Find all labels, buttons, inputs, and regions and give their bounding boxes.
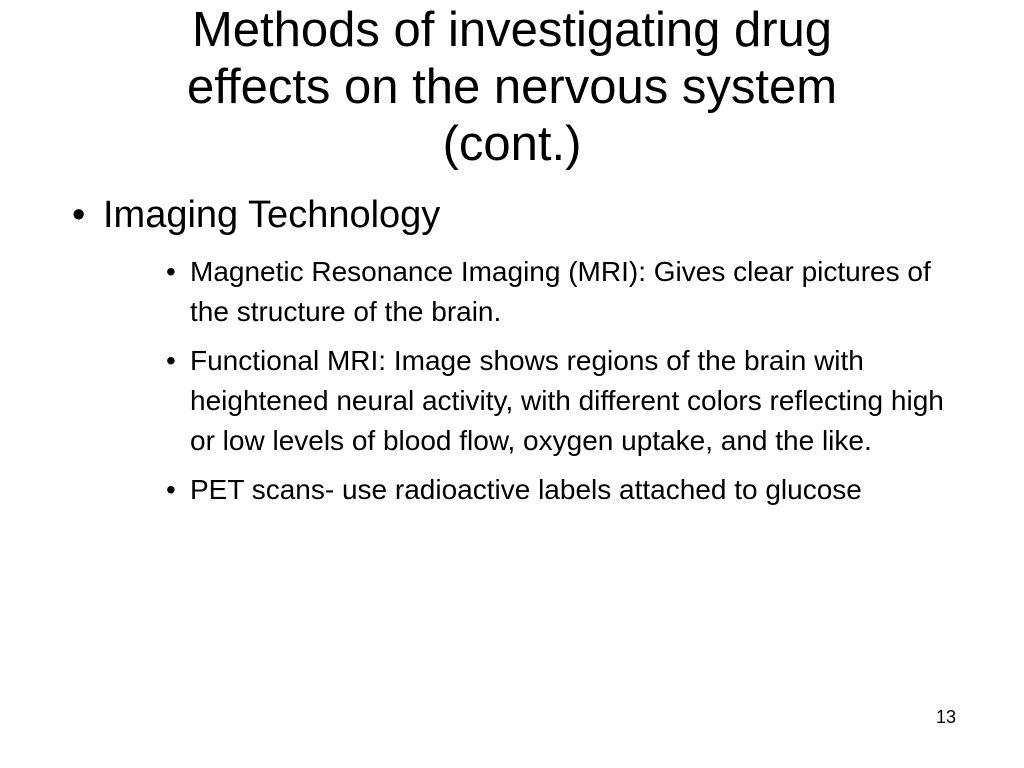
page-number: 13 [936, 707, 957, 727]
sub-bullet-list [166, 252, 966, 519]
sub-bullet-text: Magnetic Resonance Imaging (MRI): Gives clear pictures of the structure of the brain. [190, 256, 931, 327]
sub-bullet-item [166, 252, 966, 332]
slide-title-line: effects on the nervous system [186, 60, 838, 114]
sub-bullet-item [166, 341, 966, 461]
bullet-marker: • [72, 194, 86, 236]
sub-bullet-marker: • [166, 256, 176, 287]
main-bullet-text: Imaging Technology [103, 194, 441, 236]
sub-bullet-item [166, 470, 966, 510]
sub-bullet-text: Functional MRI: Image shows regions of the brain with heightened neural activity, with different colors reflecting high or low levels of blood flow, oxygen uptake, and the like. [190, 345, 944, 456]
slide-title-line: Methods of investigating drug [191, 3, 833, 57]
slide-title-line: (cont.) [442, 117, 582, 171]
sub-bullet-marker: • [166, 345, 176, 376]
sub-bullet-text: PET scans- use radioactive labels attached to glucose [190, 474, 862, 505]
main-bullet [72, 193, 440, 237]
slide-title [60, 2, 964, 173]
sub-bullet-marker: • [166, 474, 176, 505]
